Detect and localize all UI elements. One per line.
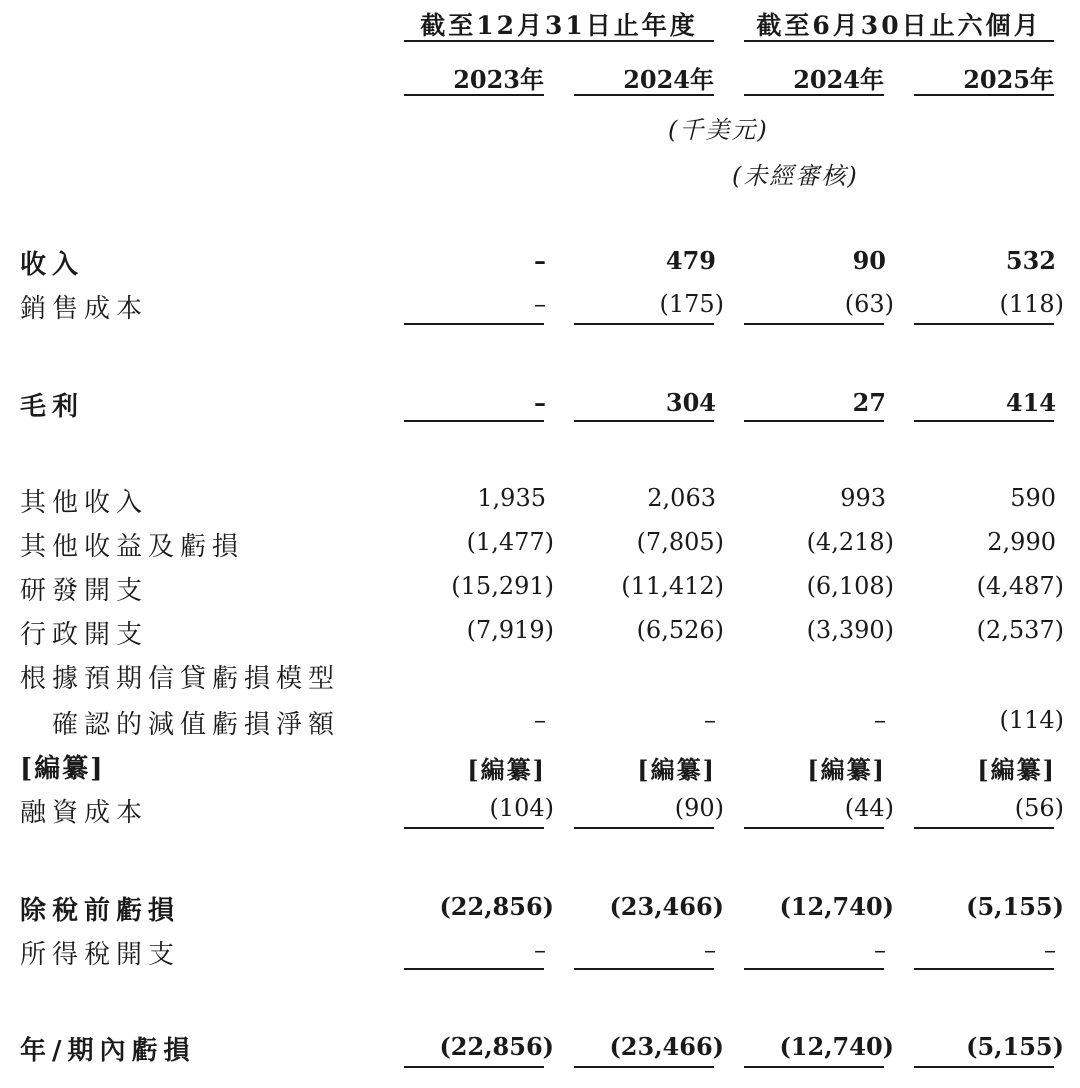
cell-admin-4: (2,537) [976, 616, 1064, 644]
row-label-ecl-line2: 確認的減值虧損淨額 [52, 710, 341, 740]
rule-fc-2 [574, 827, 714, 829]
cell-rnd-3: (6,108) [806, 572, 894, 600]
cell-loss-before-tax-1: (22,856) [439, 892, 554, 921]
row-label-ecl-line1: 根據預期信貸虧損模型 [20, 664, 341, 694]
cell-cost-of-sales-2: (175) [659, 290, 724, 318]
rule-cos-4 [914, 323, 1054, 325]
row-label-loss-for-period: 年/期內虧損 [20, 1036, 196, 1066]
cell-redacted-2: [編纂] [637, 755, 716, 784]
rule-total-4 [914, 1066, 1054, 1068]
cell-ecl-3: – [874, 706, 886, 734]
cell-income-tax-1: – [534, 936, 546, 964]
year-rule-4 [914, 94, 1054, 96]
year-col-3: 2024年 [793, 65, 884, 94]
row-label-admin: 行政開支 [20, 620, 149, 650]
cell-other-gains-2: (7,805) [636, 528, 724, 556]
rule-gp-1 [404, 420, 544, 422]
cell-loss-before-tax-2: (23,466) [609, 892, 724, 921]
cell-income-tax-2: – [704, 936, 716, 964]
row-label-other-income: 其他收入 [20, 488, 149, 518]
year-col-4: 2025年 [963, 65, 1054, 94]
unaudited-note: (未經審核) [732, 162, 859, 190]
cell-loss-for-period-2: (23,466) [609, 1032, 724, 1061]
cell-revenue-1: – [534, 246, 546, 275]
cell-redacted-4: [編纂] [977, 755, 1056, 784]
cell-finance-cost-2: (90) [674, 794, 724, 822]
cell-cost-of-sales-1: – [534, 290, 546, 318]
cell-finance-cost-1: (104) [489, 794, 554, 822]
rule-cos-2 [574, 323, 714, 325]
cell-admin-2: (6,526) [636, 616, 724, 644]
rule-cos-3 [744, 323, 884, 325]
cell-other-income-3: 993 [840, 484, 886, 512]
year-rule-1 [404, 94, 544, 96]
cell-revenue-3: 90 [852, 246, 886, 275]
cell-loss-for-period-3: (12,740) [779, 1032, 894, 1061]
cell-other-income-4: 590 [1010, 484, 1056, 512]
row-label-income-tax: 所得稅開支 [20, 940, 181, 970]
rule-gp-4 [914, 420, 1054, 422]
cell-admin-3: (3,390) [806, 616, 894, 644]
unit-note: (千美元) [668, 116, 769, 144]
cell-rnd-1: (15,291) [451, 572, 554, 600]
header-fy-rule [404, 40, 714, 42]
row-label-cost-of-sales: 銷售成本 [20, 294, 149, 324]
cell-revenue-4: 532 [1005, 246, 1056, 275]
year-col-1: 2023年 [453, 65, 544, 94]
rule-fc-3 [744, 827, 884, 829]
year-rule-3 [744, 94, 884, 96]
cell-income-tax-3: – [874, 936, 886, 964]
rule-fc-1 [404, 827, 544, 829]
rule-tax-2 [574, 968, 714, 970]
rule-total-1 [404, 1066, 544, 1068]
header-fiscal-year-group: 截至12月31日止年度 [420, 11, 698, 40]
cell-revenue-2: 479 [665, 246, 716, 275]
rule-tax-4 [914, 968, 1054, 970]
rule-gp-3 [744, 420, 884, 422]
cell-finance-cost-4: (56) [1014, 794, 1064, 822]
header-half-year-group: 截至6月30日止六個月 [756, 11, 1042, 40]
cell-other-income-1: 1,935 [477, 484, 546, 512]
cell-gross-profit-3: 27 [852, 388, 886, 417]
row-label-redacted: [編纂] [20, 754, 105, 784]
cell-income-tax-4: – [1044, 936, 1056, 964]
rule-tax-1 [404, 968, 544, 970]
cell-gross-profit-2: 304 [665, 388, 716, 417]
cell-loss-for-period-4: (5,155) [966, 1032, 1064, 1061]
rule-cos-1 [404, 323, 544, 325]
cell-gross-profit-1: – [534, 388, 546, 417]
year-col-2: 2024年 [623, 65, 714, 94]
cell-admin-1: (7,919) [466, 616, 554, 644]
cell-rnd-2: (11,412) [621, 572, 724, 600]
cell-redacted-3: [編纂] [807, 755, 886, 784]
rule-total-3 [744, 1066, 884, 1068]
rule-gp-2 [574, 420, 714, 422]
cell-cost-of-sales-3: (63) [844, 290, 894, 318]
cell-finance-cost-3: (44) [844, 794, 894, 822]
cell-rnd-4: (4,487) [976, 572, 1064, 600]
row-label-other-gains: 其他收益及虧損 [20, 532, 245, 562]
rule-tax-3 [744, 968, 884, 970]
cell-other-gains-4: 2,990 [987, 528, 1056, 556]
cell-loss-before-tax-4: (5,155) [966, 892, 1064, 921]
cell-cost-of-sales-4: (118) [999, 290, 1064, 318]
row-label-rnd: 研發開支 [20, 576, 149, 606]
row-label-revenue: 收入 [20, 250, 85, 280]
cell-loss-for-period-1: (22,856) [439, 1032, 554, 1061]
cell-other-gains-1: (1,477) [466, 528, 554, 556]
cell-other-income-2: 2,063 [647, 484, 716, 512]
cell-ecl-4: (114) [999, 706, 1064, 734]
cell-other-gains-3: (4,218) [806, 528, 894, 556]
cell-ecl-2: – [704, 706, 716, 734]
header-hy-rule [744, 40, 1054, 42]
cell-redacted-1: [編纂] [467, 755, 546, 784]
row-label-finance-cost: 融資成本 [20, 798, 149, 828]
cell-gross-profit-4: 414 [1005, 388, 1056, 417]
year-rule-2 [574, 94, 714, 96]
row-label-gross-profit: 毛利 [20, 392, 85, 422]
rule-fc-4 [914, 827, 1054, 829]
cell-loss-before-tax-3: (12,740) [779, 892, 894, 921]
rule-total-2 [574, 1066, 714, 1068]
row-label-loss-before-tax: 除稅前虧損 [20, 896, 181, 926]
cell-ecl-1: – [534, 706, 546, 734]
